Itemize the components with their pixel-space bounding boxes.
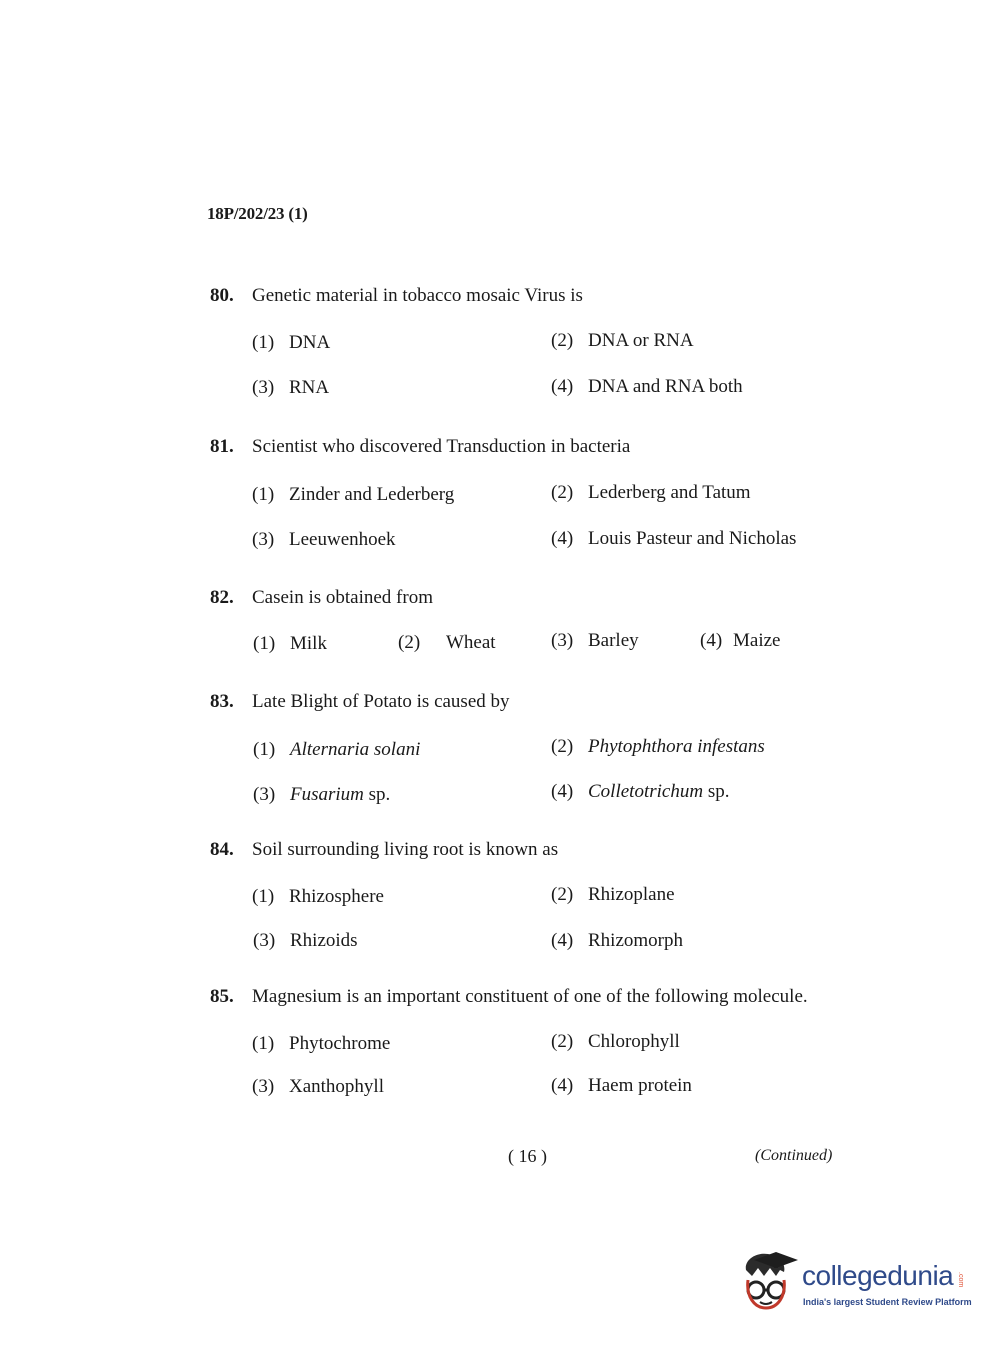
option-label: Rhizoids (290, 930, 358, 951)
option-label: Phytophthora infestans (588, 736, 765, 757)
option-label: Phytochrome (289, 1033, 391, 1054)
option-label: Milk (290, 633, 327, 654)
question-84 (210, 839, 558, 861)
question-83 (210, 691, 510, 713)
option-number: (2) (398, 632, 421, 653)
option (551, 736, 765, 758)
option-label: Maize (733, 630, 781, 651)
option-number: (3) (253, 930, 276, 951)
option-number: (1) (253, 739, 276, 760)
option-label: Haem protein (588, 1075, 692, 1096)
option-label: Rhizoplane (588, 884, 675, 905)
collegedunia-logo (740, 1250, 970, 1320)
option-label: RNA (289, 377, 330, 398)
question-number: 85. (210, 986, 234, 1007)
option-number: (2) (551, 736, 574, 757)
option (551, 1031, 680, 1053)
option-label: Alternaria solani (290, 739, 421, 760)
question-text: Casein is obtained from (252, 587, 433, 608)
option-label: Rhizomorph (588, 930, 683, 951)
question-number: 81. (210, 436, 234, 457)
option (252, 484, 454, 506)
option (551, 884, 675, 906)
option-label: Lederberg and Tatum (588, 482, 751, 503)
question-number: 83. (210, 691, 234, 712)
option-label: Xanthophyll (289, 1076, 384, 1097)
option-label: Rhizosphere (289, 886, 384, 907)
option-label: Fusarium (290, 784, 364, 805)
option (551, 1075, 692, 1097)
option-number: (3) (253, 784, 276, 805)
option-number: (2) (551, 1031, 574, 1052)
option (253, 739, 420, 761)
option-number: (1) (252, 1033, 275, 1054)
option (551, 482, 751, 504)
option (252, 1076, 384, 1098)
option (252, 886, 384, 908)
option-number: (1) (252, 886, 275, 907)
option-number: (4) (551, 528, 574, 549)
logo-name: collegedunia (802, 1260, 954, 1291)
option-number: (2) (551, 330, 574, 351)
option (700, 630, 780, 652)
option-number: (2) (551, 482, 574, 503)
question-text: Magnesium is an important constituent of one of the following molecule. (252, 986, 808, 1007)
option (551, 781, 729, 803)
option-number: (4) (551, 1075, 574, 1096)
option-number: (1) (253, 633, 276, 654)
option (252, 529, 396, 551)
option (253, 633, 327, 655)
option-suffix: sp. (703, 781, 730, 802)
option-number: (4) (551, 781, 574, 802)
option (551, 376, 743, 398)
paper-code: 18P/202/23 (1) (207, 204, 308, 223)
question-85 (210, 986, 808, 1008)
option-label: DNA (289, 332, 331, 353)
option-number: (1) (252, 484, 275, 505)
option-label: Zinder and Lederberg (289, 484, 455, 505)
question-text: Late Blight of Potato is caused by (252, 691, 510, 712)
option-number: (3) (252, 529, 275, 550)
option (551, 528, 796, 550)
logo-suffix: .com (957, 1272, 964, 1288)
option-number: (4) (700, 630, 723, 651)
option-number: (2) (551, 884, 574, 905)
question-number: 84. (210, 839, 234, 860)
option-label: Leeuwenhoek (289, 529, 396, 550)
option-label: Wheat (446, 632, 496, 653)
option-number: (4) (551, 376, 574, 397)
question-number: 82. (210, 587, 234, 608)
mascot-icon (740, 1250, 800, 1314)
option (253, 930, 358, 952)
option-number: (3) (252, 377, 275, 398)
option-label: Chlorophyll (588, 1031, 680, 1052)
option-number: (4) (551, 930, 574, 951)
option-label: DNA and RNA both (588, 376, 743, 397)
option (551, 330, 694, 352)
option-label: DNA or RNA (588, 330, 694, 351)
question-number: 80. (210, 285, 234, 306)
question-82 (210, 587, 433, 609)
option-number: (1) (252, 332, 275, 353)
option (398, 632, 496, 654)
option (252, 1033, 390, 1055)
question-text: Genetic material in tobacco mosaic Virus is (252, 285, 583, 306)
option-number: (3) (551, 630, 574, 651)
option (252, 377, 329, 399)
option-suffix: sp. (363, 784, 391, 805)
option-label: Louis Pasteur and Nicholas (588, 528, 797, 549)
logo-tagline: India's largest Student Review Platform (803, 1297, 972, 1307)
question-81 (210, 436, 630, 458)
option-label: Barley (588, 630, 639, 651)
question-text: Soil surrounding living root is known as (252, 839, 559, 860)
option-label: Colletotrichum (588, 781, 704, 802)
option (253, 784, 390, 806)
option (252, 332, 330, 354)
option (551, 630, 639, 652)
question-text: Scientist who discovered Transduction in bacteria (252, 436, 631, 457)
page-number: ( 16 ) (508, 1146, 547, 1166)
continued-label: (Continued) (755, 1147, 833, 1164)
question-80 (210, 285, 583, 307)
option-number: (3) (252, 1076, 275, 1097)
option (551, 930, 683, 952)
